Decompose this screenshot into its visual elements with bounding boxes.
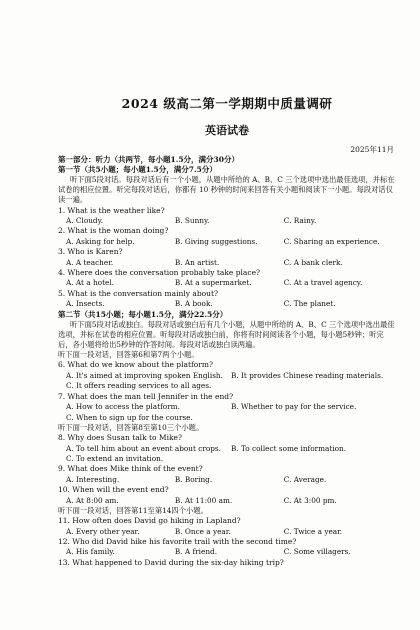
- question-stem: 2. What is the woman doing?: [58, 226, 169, 236]
- answer-option: B. It provides Chinese reading materials.: [231, 370, 384, 380]
- answer-option: A. It's aimed at improving spoken English.: [66, 370, 223, 380]
- answer-option: A. At 8:00 am.: [66, 495, 119, 505]
- answer-option: A. Every other year.: [66, 526, 140, 536]
- page-title: 2024 级高二第一学期期中质量调研: [121, 96, 333, 111]
- answer-option: C. At 3:00 pm.: [283, 495, 337, 505]
- answer-option: C. At a travel agency.: [283, 278, 363, 288]
- answer-option: C. Some villagers.: [283, 547, 351, 557]
- answer-option: A. How to access the platform.: [66, 402, 180, 412]
- answer-option: B. Sunny.: [174, 216, 210, 226]
- answer-option: A. Asking for help.: [66, 236, 135, 246]
- answer-option: B. At 11:00 am.: [174, 495, 233, 505]
- answer-option: B. At a supermarket.: [174, 278, 252, 288]
- options-row: [58, 527, 396, 537]
- answer-option: A. Insects.: [66, 299, 105, 309]
- section1-instruction: 听下面5段对话。每段对话后有一个小题，从题中所给的 A、B、C 三个选项中选出最佳选项，并标在试卷的相应位置。听完每段对话后，你都有 10 秒钟的时间来回答有关小题和阅读下一小题。每段对话仅读一遍。: [58, 175, 395, 205]
- answer-option: C. Twice a year.: [283, 526, 343, 536]
- question-stem: 13. What happened to David during the six-day hiking trip?: [58, 557, 284, 567]
- answer-option: B. A book.: [174, 299, 213, 309]
- answer-option: B. Boring.: [174, 474, 213, 484]
- answer-option: B. To collect some information.: [231, 443, 347, 453]
- answer-option: A. A teacher.: [66, 257, 114, 267]
- group-intro: 听下面一段对话，回答第11至第14四个小题。: [58, 505, 208, 515]
- answer-option: C. Average.: [283, 474, 327, 484]
- question-stem: 10. When will the event end?: [58, 485, 169, 495]
- answer-option: C. Sharing an experience.: [283, 236, 380, 246]
- part1-heading: 第一部分：听力（共两节，每小题1.5分，满分30分）: [58, 155, 239, 164]
- group-intro: 听下面一段对话，回答第8至第10三个小题。: [58, 422, 204, 432]
- options-row: [58, 216, 396, 226]
- options-row: [58, 299, 396, 309]
- question-stem: 8. Why does Susan talk to Mike?: [58, 433, 182, 443]
- question-stem: 7. What does the man tell Jennifer in the end?: [58, 391, 234, 401]
- section1-heading: 第一节（共5小题；每小题1.5分，满分7.5分）: [58, 165, 217, 174]
- page-subtitle: 英语试卷: [205, 124, 249, 137]
- options-row: [58, 258, 396, 268]
- section2-heading: 第二节（共15小题；每小题1.5分，满分22.5分）: [58, 309, 228, 319]
- answer-option: C. A bank clerk.: [283, 257, 343, 267]
- question-stem: 3. Who is Karen?: [58, 247, 123, 257]
- answer-option: C. It offers reading services to all ages.: [66, 381, 212, 391]
- answer-option: C. When to sign up for the course.: [66, 412, 193, 422]
- question-stem: 4. Where does the conversation probably take place?: [58, 268, 261, 278]
- answer-option: B. Once a year.: [174, 526, 231, 536]
- question-stem: 12. Who did David hike his favorite trail with the second time?: [58, 536, 297, 546]
- answer-option: B. A friend.: [174, 547, 218, 557]
- answer-option: C. To extend an invitation.: [66, 453, 164, 463]
- options-row: [58, 547, 396, 557]
- question-stem: 1. What is the weather like?: [58, 205, 165, 215]
- question-stem: 11. How often does David go hiking in Lapland?: [58, 516, 241, 526]
- section2-instruction: 听下面5段对话或独白。每段对话或独白后有几个小题，从题中所给的 A、B、C 三个选项中选出最佳选项，并标在试卷的相应位置。听每段对话或独白前，你将有时间阅读各个小题，每小题5秒钟；听完后，各小题将给出5秒钟的作答时间。每段对话或独白读两遍。: [58, 319, 395, 350]
- answer-option: A. At a hotel.: [66, 278, 114, 288]
- options-row: [58, 278, 396, 288]
- answer-option: A. Cloudy.: [66, 216, 104, 226]
- answer-option: A. To tell him about an event about crops.: [66, 443, 221, 453]
- section2-questions: [58, 350, 396, 568]
- options-row: [58, 237, 396, 247]
- answer-option: A. Interesting.: [66, 474, 120, 484]
- answer-option: B. An artist.: [174, 257, 220, 267]
- group-intro: 听下面一段对话，回答第6和第7两个小题。: [58, 350, 199, 360]
- options-row: [58, 475, 396, 485]
- answer-option: C. The planet.: [283, 299, 336, 309]
- answer-option: B. Whether to pay for the service.: [231, 402, 357, 412]
- answer-option: A. His family.: [66, 547, 115, 557]
- section1-questions: [58, 206, 396, 310]
- question-stem: 5. What is the conversation mainly about?: [58, 288, 219, 298]
- question-stem: 6. What do we know about the platform?: [58, 360, 213, 370]
- options-row: [58, 371, 396, 381]
- answer-option: B. Giving suggestions.: [174, 236, 258, 246]
- question-stem: 9. What does Mike think of the event?: [58, 464, 203, 474]
- options-row: [58, 496, 396, 506]
- options-row: [58, 444, 396, 454]
- exam-date: 2025年11月: [350, 145, 394, 154]
- options-row: [58, 402, 396, 412]
- answer-option: C. Rainy.: [283, 216, 317, 226]
